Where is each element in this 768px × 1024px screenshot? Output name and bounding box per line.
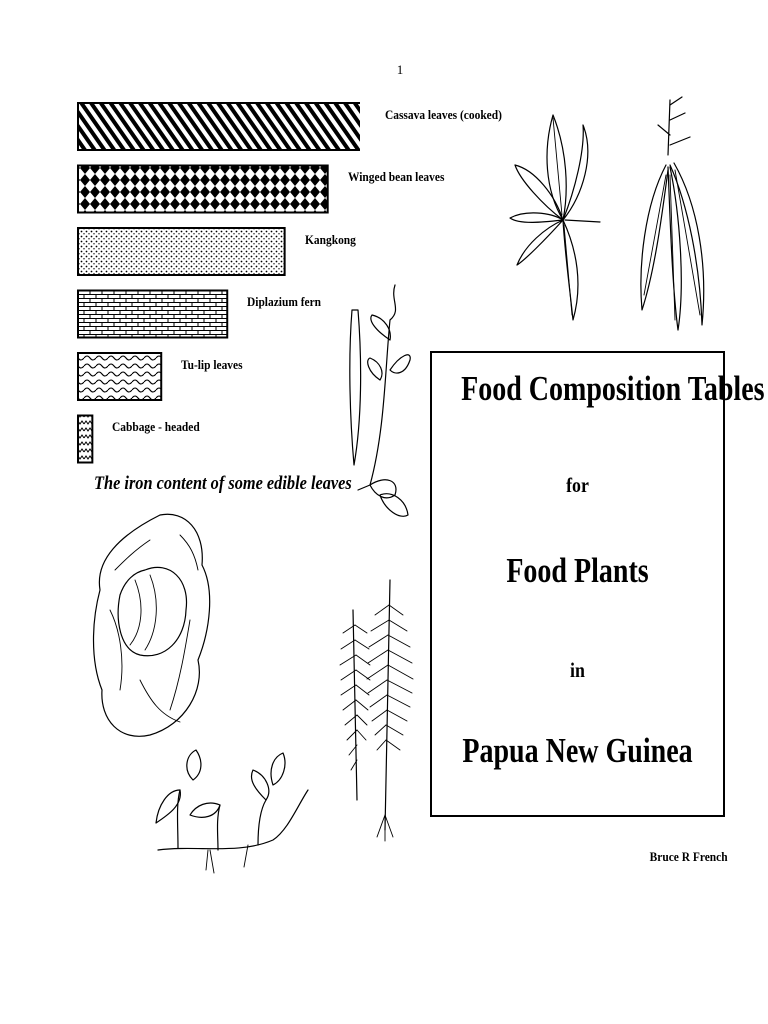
title-line-3: Food Plants [506, 551, 649, 590]
title-line-1: Food Composition Tables [461, 369, 765, 408]
bar-label-5: Cabbage - headed [112, 419, 201, 434]
bar-4 [78, 353, 161, 400]
page-number: 1 [396, 62, 404, 77]
title-line-4: in [570, 658, 585, 682]
winged-bean-illustration [630, 95, 710, 340]
bar-2 [78, 228, 285, 275]
title-box [430, 351, 765, 817]
bar-label-0: Cassava leaves (cooked) [385, 106, 502, 122]
cassava-leaf-illustration [505, 110, 605, 325]
fern-illustration [335, 575, 420, 845]
climbing-bean-illustration [340, 280, 420, 525]
bar-label-4: Tu-lip leaves [181, 356, 243, 372]
bar-5 [78, 416, 92, 463]
bar-0 [78, 103, 360, 150]
bar-label-1: Winged bean leaves [347, 169, 445, 184]
chart-title: The iron content of some edible leaves [94, 473, 352, 494]
title-line-2: for [566, 473, 589, 497]
author-name: Bruce R French [650, 849, 728, 864]
sweet-potato-vine-illustration [148, 745, 313, 885]
cabbage-illustration [90, 510, 215, 745]
bar-label-2: Kangkong [304, 231, 356, 247]
title-line-5: Papua New Guinea [462, 731, 693, 770]
bar-label-3: Diplazium fern [247, 294, 322, 309]
iron-content-chart [60, 90, 360, 470]
bar-1 [78, 166, 328, 213]
bar-3 [78, 291, 227, 338]
